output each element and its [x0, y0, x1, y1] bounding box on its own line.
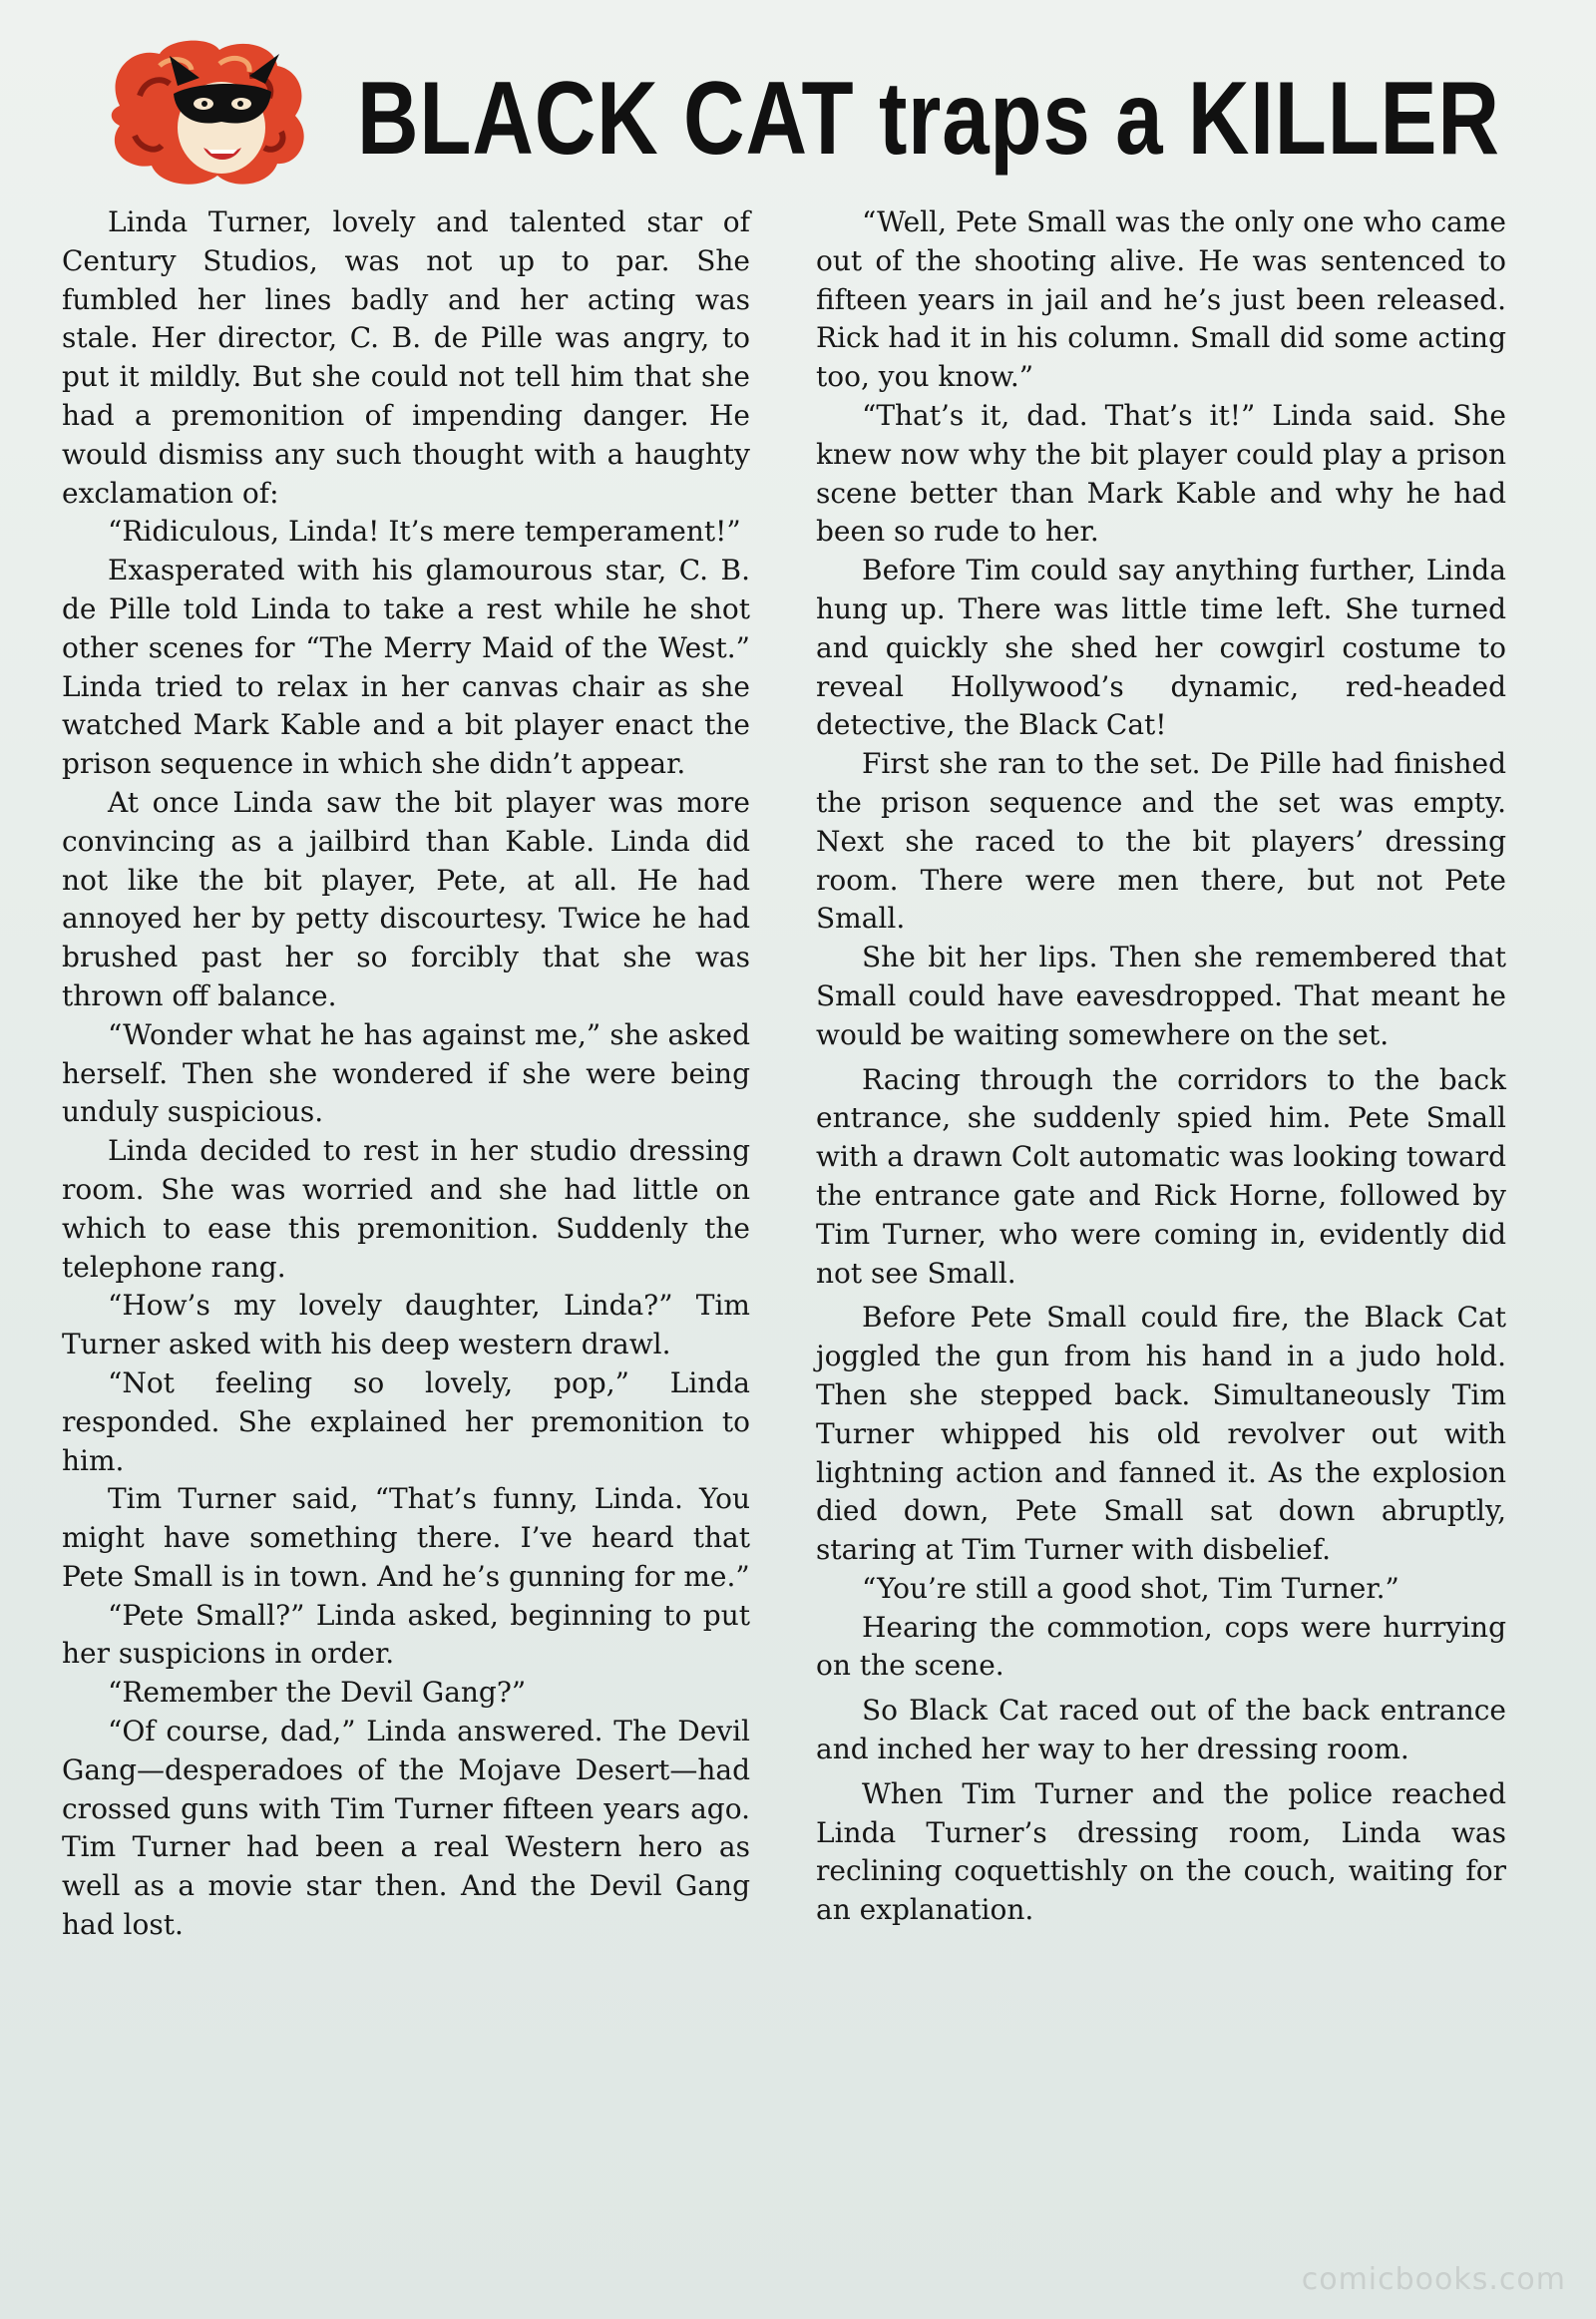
paragraph: Before Pete Small could fire, the Black Cat joggled the gun from his hand in a judo hold. Then she stepped back. Simultaneously Tim Turner whipped his old revolver out with lightning action and fanned it. As the explosion died down, Pete Small sat down abruptly, staring at Tim Turner with disbelief.: [816, 1301, 1506, 1567]
paragraph: “Ridiculous, Linda! It’s mere temperament!”: [108, 515, 741, 549]
black-cat-mask-icon: [100, 36, 329, 191]
paragraph: “Remember the Devil Gang?”: [108, 1676, 527, 1710]
paragraph: Linda Turner, lovely and talented star of Century Studios, was not up to par. She fumbled her lines badly and her acting was stale. Her director, C. B. de Pille was angry, to put it mildly. But she could not tell him that she had a premonition of impending danger. He would dismiss any such thought with a haughty exclamation of:: [62, 205, 750, 510]
story-title: BLACK CAT traps a KILLER: [357, 61, 1500, 177]
paragraph: “Not feeling so lovely, pop,” Linda responded. She explained her premonition to him.: [62, 1365, 750, 1477]
paragraph: When Tim Turner and the police reached Linda Turner’s dressing room, Linda was reclining coquettishly on the couch, waiting for an explanation.: [816, 1776, 1506, 1927]
paragraph: So Black Cat raced out of the back entrance and inched her way to her dressing room.: [816, 1694, 1506, 1766]
paragraph: Hearing the commotion, cops were hurrying on the scene.: [816, 1610, 1506, 1683]
paragraph: Linda decided to rest in her studio dressing room. She was worried and she had little on which to ease this premonition. Suddenly the telephone rang.: [62, 1134, 750, 1284]
watermark-text: comicbooks.com: [1301, 2262, 1566, 2297]
story-header: [100, 36, 1500, 195]
paragraph: “That’s it, dad. That’s it!” Linda said. She knew now why the bit player could play a prison scene better than Mark Kable and why he had been so rude to her.: [816, 398, 1506, 549]
paragraph: At once Linda saw the bit player was more convincing as a jailbird than Kable. Linda did not like the bit player, Pete, at all. He had annoyed her by petty discourtesy. Twice he had brushed past her so forcibly that she was thrown off balance.: [62, 785, 750, 1012]
paragraph: First she ran to the set. De Pille had finished the prison sequence and the set was empty. Next she raced to the bit players’ dressing room. There were men there, but not Pete Small.: [816, 747, 1506, 936]
paragraph: Racing through the corridors to the back entrance, she suddenly spied him. Pete Small with a drawn Colt automatic was looking toward the entrance gate and Rick Horne, followed by Tim Turner, who were coming in, evidently did not see Small.: [816, 1062, 1506, 1290]
right-text-column: [816, 203, 1506, 1930]
left-text-column: [62, 203, 750, 1945]
paragraph: “Of course, dad,” Linda answered. The Devil Gang—desperadoes of the Mojave Desert—had crossed guns with Tim Turner fifteen years ago. Tim Turner had been a real Western hero as well as a movie star then. And the Devil Gang had lost.: [62, 1715, 750, 1942]
paragraph: Before Tim could say anything further, Linda hung up. There was little time left. She turned and quickly she shed her cowgirl costume to reveal Hollywood’s dynamic, red-headed detective, the Black Cat!: [816, 554, 1506, 742]
paragraph: “How’s my lovely daughter, Linda?” Tim Turner asked with his deep western drawl.: [62, 1289, 750, 1361]
paragraph: She bit her lips. Then she remembered that Small could have eavesdropped. That meant he would be waiting somewhere on the set.: [816, 941, 1506, 1051]
paragraph: “Pete Small?” Linda asked, beginning to put her suspicions in order.: [62, 1598, 750, 1671]
paragraph: Exasperated with his glamourous star, C. B. de Pille told Linda to take a rest while he shot other scenes for “The Merry Maid of the West.” Linda tried to relax in her canvas chair as she watched Mark Kable and a bit player enact the prison sequence in which she didn’t appear.: [62, 554, 750, 781]
paragraph: “You’re still a good shot, Tim Turner.”: [862, 1571, 1399, 1605]
paragraph: “Well, Pete Small was the only one who came out of the shooting alive. He was sentenced to fifteen years in jail and he’s just been released. Rick had it in his column. Small did some acting too, you know.”: [816, 205, 1506, 394]
paragraph: Tim Turner said, “That’s funny, Linda. You might have something there. I’ve heard that Pete Small is in town. And he’s gunning for me.”: [62, 1482, 750, 1593]
paragraph: “Wonder what he has against me,” she asked herself. Then she wondered if she were being unduly suspicious.: [62, 1017, 750, 1129]
